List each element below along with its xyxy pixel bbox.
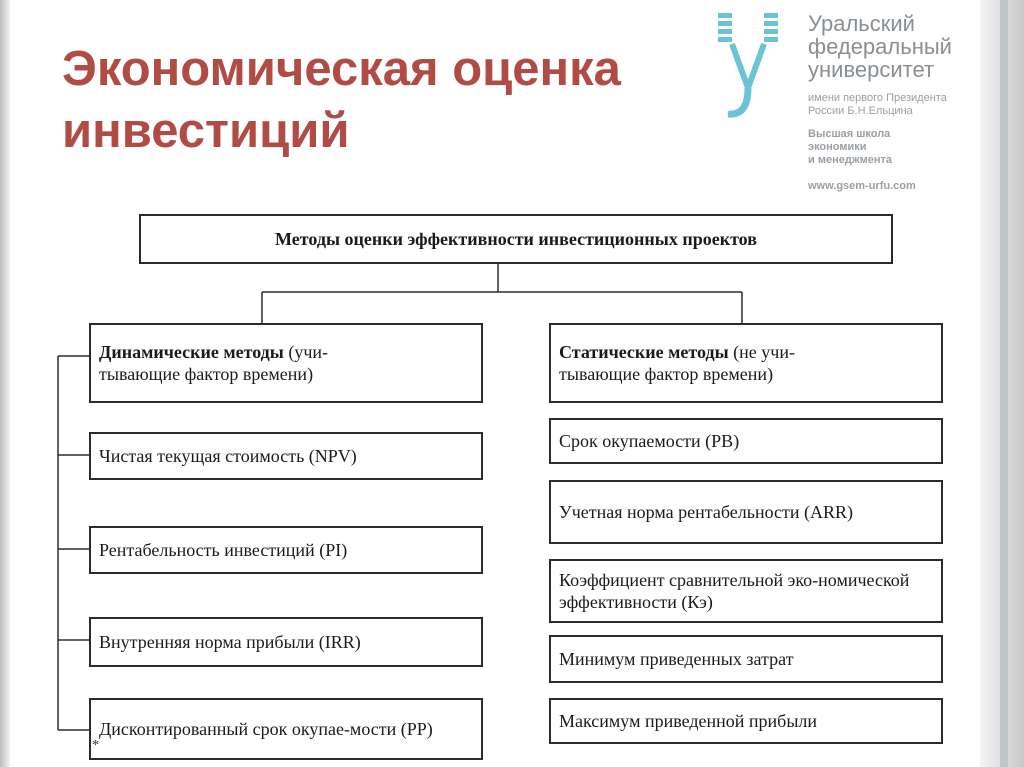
university-subtitle-line: России Б.Н.Ельцина (808, 105, 913, 117)
method-box-pb (549, 418, 943, 464)
school-name-line: экономики (808, 141, 867, 153)
method-label: Минимум приведенных затрат (559, 649, 794, 669)
dynamic-methods-box (89, 323, 483, 403)
school-website: www.gsem-urfu.com (808, 180, 916, 192)
static-methods-heading-line2: тывающие фактор времени) (559, 364, 774, 384)
school-name-line: Высшая школа (808, 128, 891, 140)
static-methods-heading-rest: (не учи- (728, 342, 795, 362)
static-methods-box (549, 323, 943, 403)
method-box-irr (89, 617, 483, 667)
method-box-max-profit (549, 698, 943, 744)
method-label: Максимум приведенной прибыли (559, 711, 818, 731)
method-box-npv (89, 432, 483, 480)
scan-artifact-mark: * (92, 738, 99, 753)
page-title-line-1: Экономическая оценка (62, 42, 621, 96)
method-box-pp (89, 698, 483, 760)
university-name-line: университет (808, 57, 935, 82)
page-title-line-2: инвестиций (62, 104, 350, 158)
dynamic-methods-heading-rest: (учи- (283, 342, 329, 362)
method-box-ke (549, 559, 943, 623)
university-name-line: Уральский (808, 11, 915, 36)
method-label: Срок окупаемости (PB) (559, 431, 740, 451)
method-label: Чистая текущая стоимость (NPV) (99, 446, 357, 466)
university-name-line: федеральный (808, 34, 952, 59)
method-box-pi (89, 526, 483, 574)
root-methods-box (139, 214, 893, 264)
root-methods-label: Методы оценки эффективности инвестиционных проектов (275, 229, 757, 249)
dynamic-methods-heading-line2: тывающие фактор времени) (99, 364, 314, 384)
method-label: Внутренняя норма прибыли (IRR) (99, 632, 361, 652)
method-label: Учетная норма рентабельности (ARR) (559, 502, 854, 522)
method-box-arr (549, 480, 943, 544)
method-box-min-costs (549, 635, 943, 683)
university-subtitle-line: имени первого Президента (808, 92, 947, 104)
static-methods-heading: Статические методы (559, 342, 729, 362)
method-label: Рентабельность инвестиций (PI) (99, 540, 348, 560)
dynamic-methods-heading: Динамические методы (99, 342, 284, 362)
school-name-line: и менеджмента (808, 154, 893, 166)
method-label: Дисконтированный срок окупае-мости (PP) (99, 719, 433, 739)
method-label: Коэффициент сравнительной эко-номической эффективности (Кэ) (559, 570, 910, 612)
